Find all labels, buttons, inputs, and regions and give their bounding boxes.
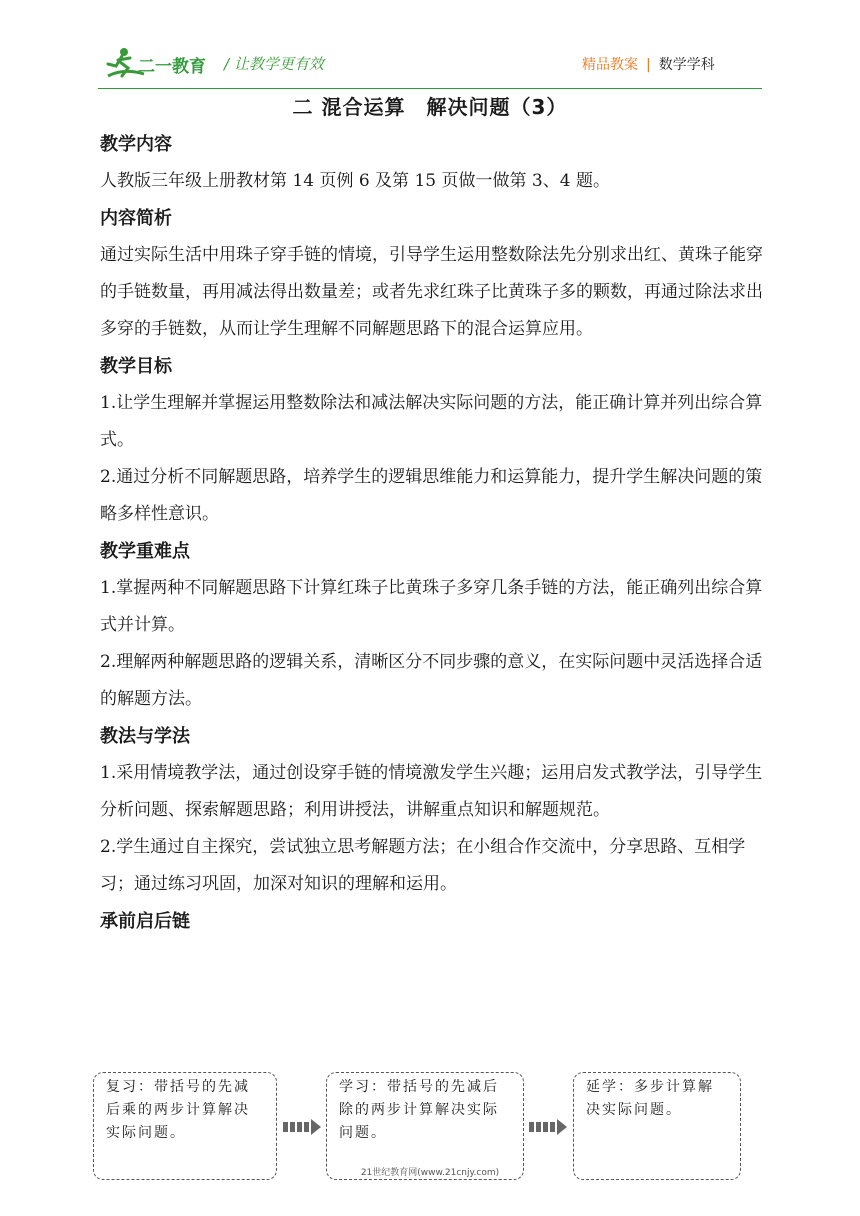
slogan: / 让教学更有效 <box>224 55 324 73</box>
tag-separator: | <box>646 57 651 73</box>
tag-premium-lesson: 精品教案 <box>582 57 638 73</box>
paragraph: 1.让学生理解并掌握运用整数除法和减法解决实际问题的方法，能正确计算并列出综合算式。 <box>100 393 763 450</box>
header-rule <box>98 88 762 89</box>
heading-content: 教学内容 <box>100 134 172 155</box>
paragraph: 2.理解两种解题思路的逻辑关系，清晰区分不同步骤的意义，在实际问题中灵活选择合适的解题方法。 <box>100 652 763 709</box>
paragraph: 1.掌握两种不同解题思路下计算红珠子比黄珠子多穿几条手链的方法，能正确列出综合算式并计算。 <box>100 578 763 635</box>
heading-methods: 教法与学法 <box>100 726 190 747</box>
heading-chain: 承前启后链 <box>100 911 190 932</box>
heading-key-points: 教学重难点 <box>100 541 190 562</box>
paragraph: 2.学生通过自主探究，尝试独立思考解题方法；在小组合作交流中，分享思路、互相学习；通过练习巩固，加深对知识的理解和运用。 <box>100 837 746 894</box>
chain-box-review: 复习：带括号的先减后乘的两步计算解决实际问题。 <box>93 1072 277 1180</box>
chain-box-extend: 延学：多步计算解决实际问题。 <box>573 1072 741 1180</box>
paragraph: 通过实际生活中用珠子穿手链的情境，引导学生运用整数除法先分别求出红、黄珠子能穿的手链数量，再用减法得出数量差；或者先求红珠子比黄珠子多的颗数，再通过除法求出多穿的手链数，从而让学生理解不同解题思路下的混合运算应用。 <box>100 245 763 339</box>
tag-subject: 数学学科 <box>658 57 715 73</box>
page-title: 二 混合运算 解决问题（3） <box>292 95 568 119</box>
heading-goals: 教学目标 <box>100 356 172 377</box>
paragraph: 2.通过分析不同解题思路，培养学生的逻辑思维能力和运算能力，提升学生解决问题的策略多样性意识。 <box>100 467 763 524</box>
paragraph: 人教版三年级上册教材第 14 页例 6 及第 15 页做一做第 3、4 题。 <box>100 171 610 191</box>
arrow-right-icon <box>529 1116 567 1135</box>
header-tags <box>582 54 715 74</box>
chain-box-learn: 学习：带括号的先减后除的两步计算解决实际问题。 <box>326 1072 524 1180</box>
arrow-right-icon <box>283 1116 321 1135</box>
logo <box>104 44 224 84</box>
logo-text: 二一教育 <box>138 57 206 77</box>
paragraph: 1.采用情境教学法，通过创设穿手链的情境激发学生兴趣；运用启发式教学法，引导学生分析问题、探索解题思路；利用讲授法，讲解重点知识和解题规范。 <box>100 763 763 820</box>
watermark: 21世纪教育网(www.21cnjy.com) <box>360 1168 500 1178</box>
document-body <box>100 126 764 940</box>
heading-analysis: 内容简析 <box>100 208 172 229</box>
page-header <box>0 0 860 92</box>
